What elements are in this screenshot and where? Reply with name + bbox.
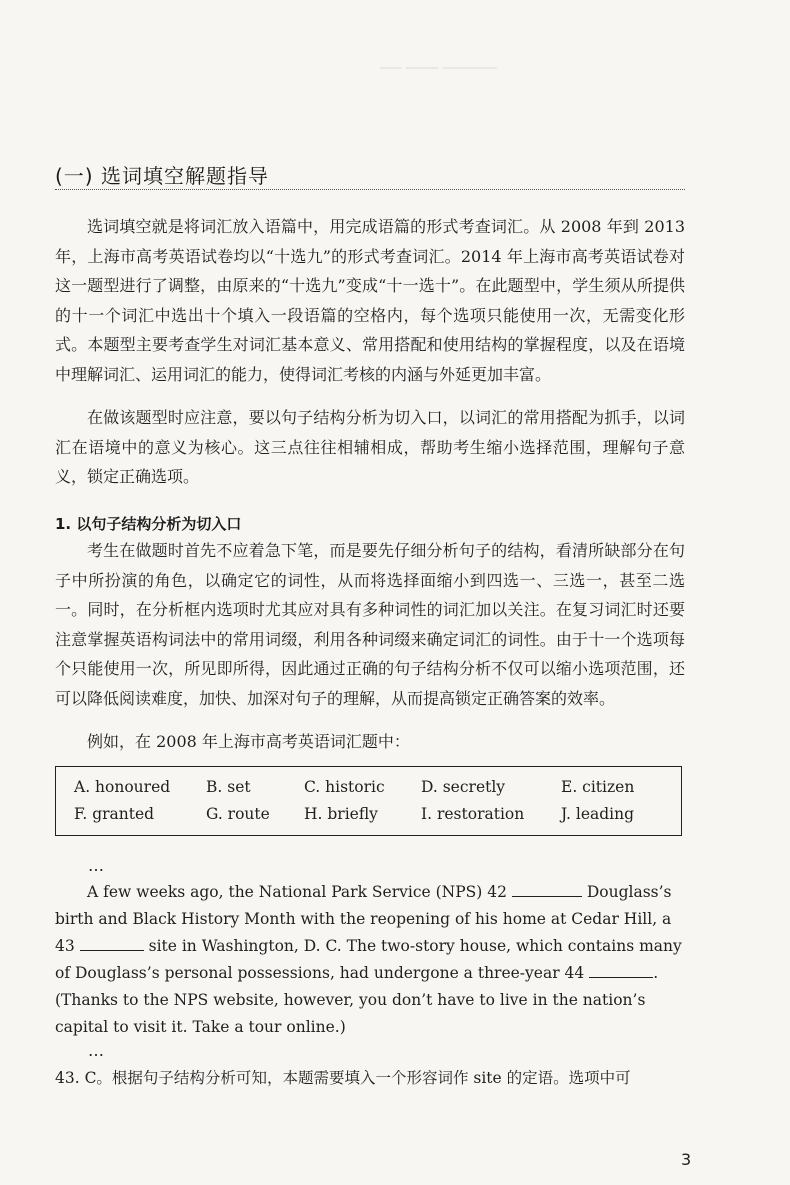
passage-line-3: 43 site in Washington, D. C. The two-story house, which contains many: [55, 937, 682, 955]
option-g: G. route: [206, 805, 270, 823]
passage-excerpt: [55, 879, 685, 1041]
option-a: A. honoured: [74, 778, 171, 796]
answer-explanation: 43. C。根据句子结构分析可知，本题需要填入一个形容词作 site 的定语。选项中可: [55, 1069, 631, 1087]
blank-43: [80, 936, 144, 951]
subsection-heading: 1. 以句子结构分析为切入口: [55, 515, 242, 533]
show-through-text: ▔▔▔▔▔ ▔▔▔ ▔▔: [380, 68, 497, 84]
passage-line-4: of Douglass’s personal possessions, had undergone a three-year 44 .: [55, 964, 659, 982]
example-intro: 例如，在 2008 年上海市高考英语词汇题中：: [87, 732, 410, 751]
option-f: F. granted: [74, 805, 155, 823]
passage-line-5: (Thanks to the NPS website, however, you don’t have to live in the nation’s: [55, 991, 646, 1009]
word-options-box: [55, 766, 682, 836]
section-heading: (一) 选词填空解题指导: [55, 164, 269, 188]
passage-line-2: birth and Black History Month with the reopening of his home at Cedar Hill, a: [55, 910, 672, 928]
blank-42: [512, 882, 582, 897]
subsection-paragraph: 考生在做题时首先不应着急下笔，而是要先仔细分析句子的结构，看清所缺部分在句子中所扮演的角色，以确定它的词性，从而将选择面缩小到四选一、三选一，甚至二选一。同时，在分析框内选项时尤其应对具有多种词性的词汇加以关注。在复习词汇时还要注意掌握英语构词法中的常用词缀，利用各种词缀来确定词汇的词性。由于十一个选项每个只能使用一次，所见即所得，因此通过正确的句子结构分析不仅可以缩小选项范围，还可以降低阅读难度，加快、加深对句子的理解，从而提高锁定正确答案的效率。: [55, 541, 685, 708]
option-e: E. citizen: [561, 778, 635, 796]
heading-divider: [55, 189, 685, 190]
passage-ellipsis-bottom: …: [88, 1041, 106, 1060]
page-number: 3: [681, 1150, 692, 1169]
option-b: B. set: [206, 778, 251, 796]
passage-line-6: capital to visit it. Take a tour online.): [55, 1018, 346, 1036]
option-c: C. historic: [304, 778, 385, 796]
intro-paragraph-2: 在做该题型时应注意，要以句子结构分析为切入口，以词汇的常用搭配为抓手，以词汇在语境中的意义为核心。这三点往往相辅相成，帮助考生缩小选择范围，理解句子意义，锁定正确选项。: [55, 408, 685, 486]
option-d: D. secretly: [421, 778, 506, 796]
passage-ellipsis-top: …: [88, 856, 106, 875]
option-j: J. leading: [561, 805, 635, 823]
option-h: H. briefly: [304, 805, 378, 823]
option-i: I. restoration: [421, 805, 525, 823]
intro-paragraph-1: 选词填空就是将词汇放入语篇中，用完成语篇的形式考查词汇。从 2008 年到 2013 年，上海市高考英语试卷均以“十选九”的形式考查词汇。2014 年上海市高考英语试卷对这一题型进行了调整，由原来的“十选九”变成“十一选十”。在此题型中，学生须从所提供的十一个词汇中选出十个填入一段语篇的空格内，每个选项只能使用一次，无需变化形式。本题型主要考查学生对词汇基本意义、常用搭配和使用结构的掌握程度，以及在语境中理解词汇、运用词汇的能力，使得词汇考核的内涵与外延更加丰富。: [55, 217, 685, 384]
passage-line-1: A few weeks ago, the National Park Service (NPS) 42 Douglass’s: [87, 883, 672, 901]
blank-44: [589, 963, 653, 978]
